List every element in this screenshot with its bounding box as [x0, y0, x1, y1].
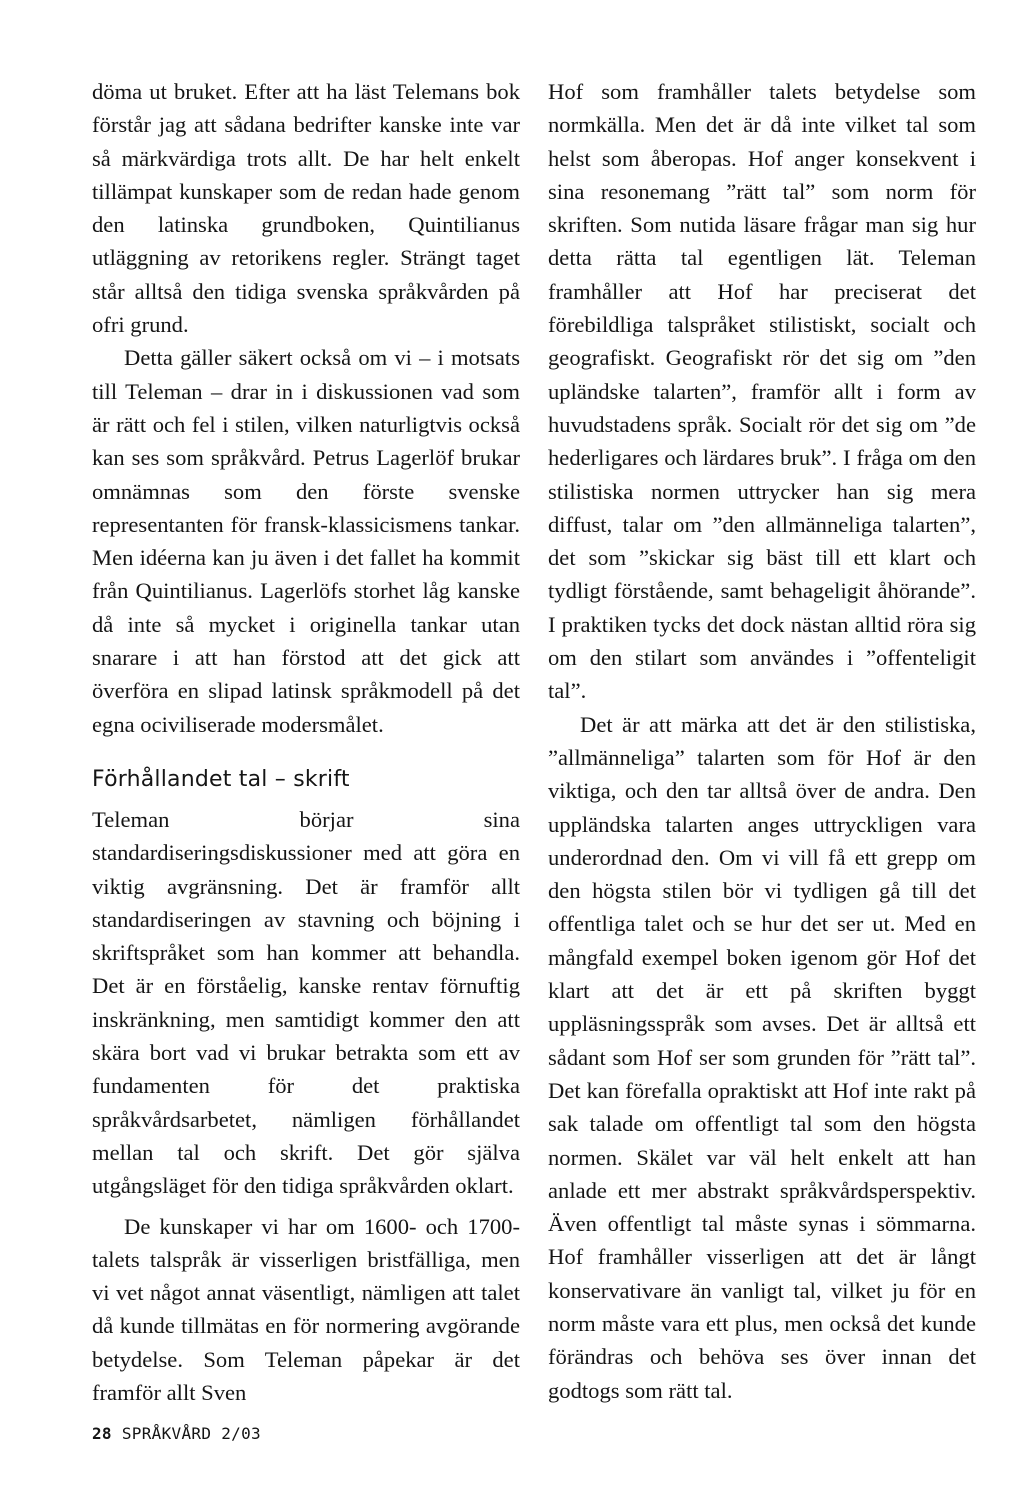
publication-name: SPRÅKVÅRD 2/03 [121, 1424, 261, 1443]
body-paragraph: Detta gäller säkert också om vi – i motsats till Teleman – drar in i diskussionen vad som är rätt och fel i stilen, vilken naturligtvis också kan ses som språkvård. Petrus Lagerlöf brukar omnämnas som den förste svenske representanten för fransk-klassicismens tankar. Men idéerna kan ju även i det fallet ha kommit från Quintilianus. Lagerlöfs storhet låg kanske då inte så mycket i originella tankar utan snarare i att han förstod att det gick att överföra en slipad latinsk språkmodell på det egna ociviliserade modersmålet. [92, 345, 520, 737]
body-paragraph: Teleman börjar sina standardiseringsdiskussioner med att göra en viktig avgränsning. Det är framför allt standardiseringen av stavning och böjning i skriftspråket som han kommer att behandla. Det är en förståelig, kanske rentav förnuftig inskränkning, men samtidigt kommer den att skära bort vad vi brukar betrakta som ett av fundamenten för det praktiska språkvårdsarbetet, nämligen förhållandet mellan tal och skrift. Det gör själva utgångsläget för den tidiga språkvården oklart. [92, 806, 520, 1199]
body-paragraph: Det är att märka att det är den stilistiska, ”allmänneliga” talarten som för Hof är den viktiga, och den tar alltså över de andra. Den uppländska talarten anges uttryckligen vara underordnad den. Om vi vill få ett grepp om den högsta stilen bör vi tydligen gå till det offentliga talet och se hur det ser ut. Med en mångfald exempel boken igenom gör Hof det klart att det är ett på skriften byggt uppläsningsspråk som avses. Det är alltså ett sådant som Hof ser som grunden för ”rätt tal”. Det kan förefalla opraktiskt att Hof inte rakt på sak talade om offentligt tal som den högsta normen. Skälet var väl helt enkelt att han anlade ett mer abstrakt språkvårdsperspektiv. Även offentligt tal måste synas i sömmarna. Hof framhåller visserligen att det är långt konservativare än vanligt tal, vilket ju för en norm måste vara ett plus, men också det kunde förändras och behöva ses över innan det godtogs som rätt tal. [548, 711, 976, 1403]
left-column [92, 75, 520, 1409]
body-paragraph: De kunskaper vi har om 1600- och 1700-talets talspråk är visserligen bristfälliga, men vi vet något annat väsentligt, nämligen att talet då kunde tillmätas en för normering avgörande betydelse. Som Teleman påpekar är det framför allt Sven [92, 1213, 520, 1405]
section-heading: Förhållandet tal – skrift [92, 766, 350, 792]
body-paragraph: Hof som framhåller talets betydelse som normkälla. Men det är då inte vilket tal som helst som åberopas. Hof anger konsekvent i sina resonemang ”rätt tal” som norm för skriften. Som nutida läsare frågar man sig hur detta rätta tal egentligen lät. Teleman framhåller att Hof har preciserat det förebildliga talspråket stilistiskt, socialt och geografiskt. Geografiskt rör det sig om ”den upländske talarten”, framför allt i form av huvudstadens språk. Socialt rör det sig om ”de hederligares och lärdares bruk”. I fråga om den stilistiska normen uttrycker han sig mera diffust, talar om ”den allmänneliga talarten”, det som ”skickar sig bäst till ett klart och tydligt förstående, samt behageligit åhörande”. I praktiken tycks det dock nästan alltid röra sig om den stilart som användes i ”offenteligit tal”. [548, 79, 976, 704]
page-number: 28 [92, 1424, 112, 1443]
body-paragraph: döma ut bruket. Efter att ha läst Telemans bok förstår jag att sådana bedrifter kanske inte var så märkvärdiga trots allt. De har helt enkelt tillämpat kunskaper som de redan hade genom den latinska grundboken, Quintilianus utläggning av retorikens regler. Strängt taget står alltså den tidiga svenska språkvården på ofri grund. [92, 79, 520, 338]
right-column [548, 75, 976, 1407]
page-footer [92, 1423, 261, 1445]
